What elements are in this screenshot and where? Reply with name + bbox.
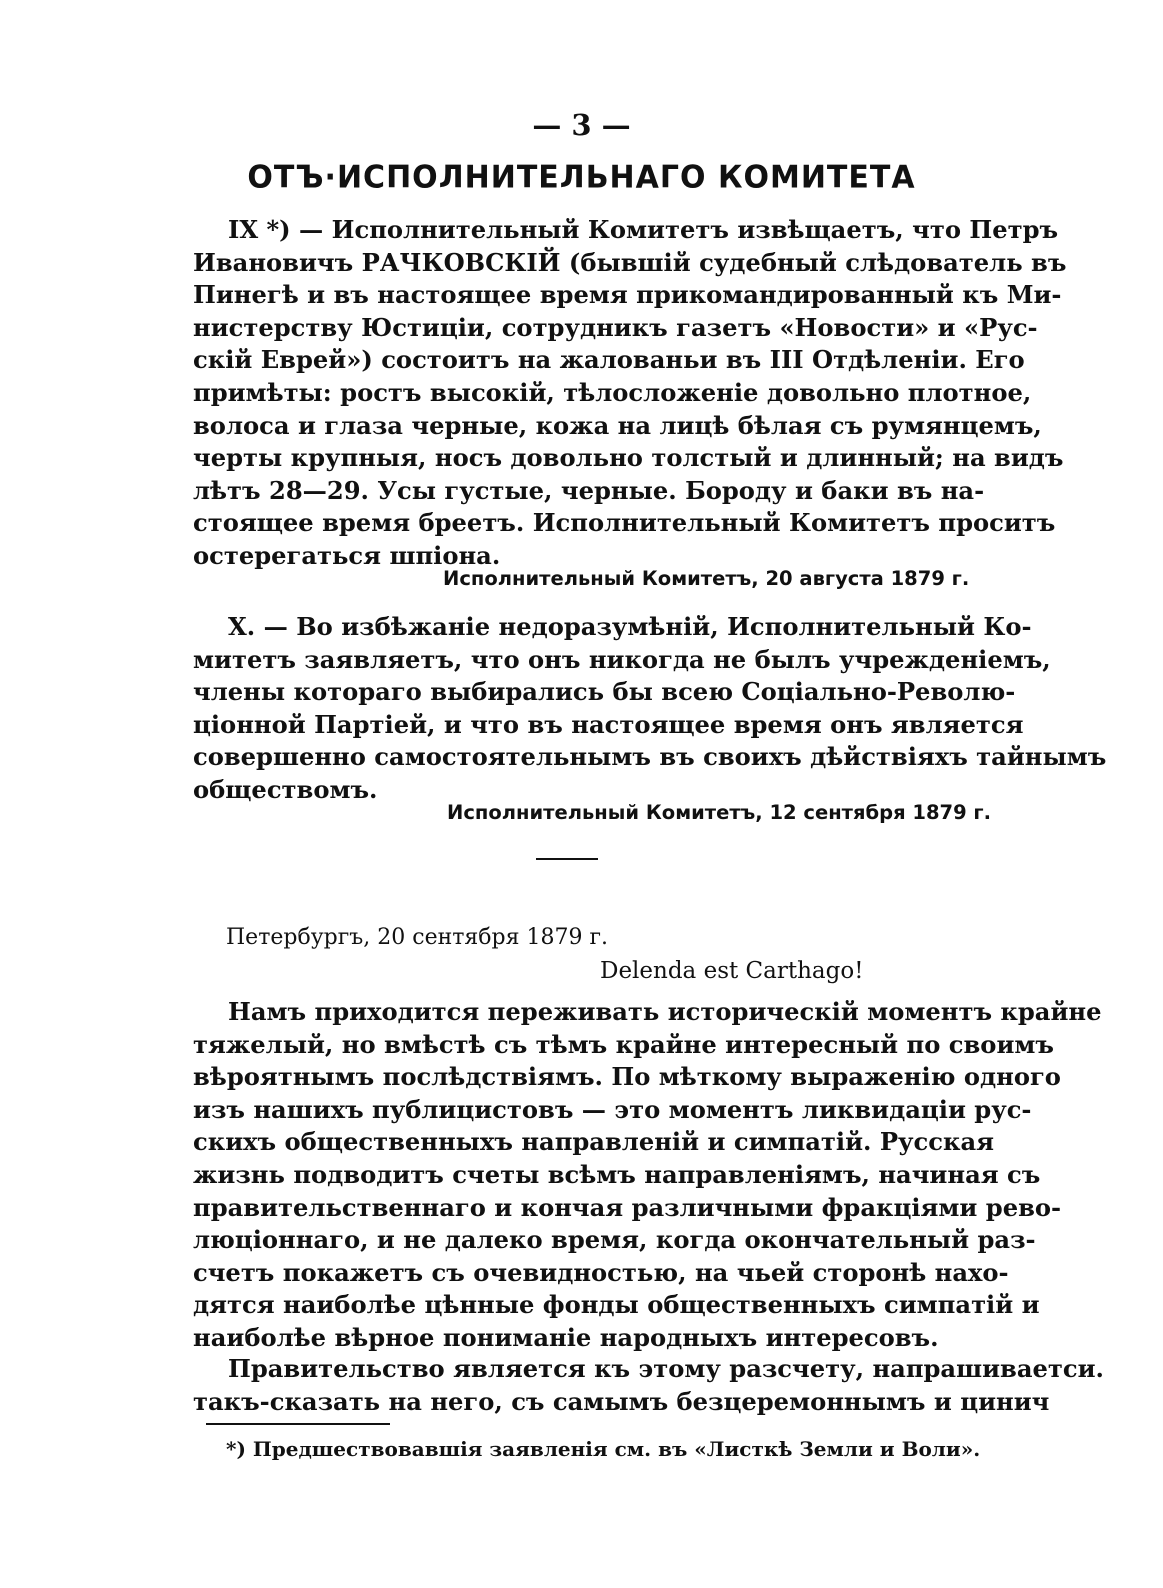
text-line: члены котораго выбирались бы всею Соціально-Револю-: [193, 677, 1016, 707]
article-paragraph-2: [193, 1353, 1104, 1418]
text-line: жизнь подводитъ счеты всѣмъ направленіямъ, начиная съ: [193, 1159, 1041, 1189]
text-line: изъ нашихъ публицистовъ — это моментъ ликвидаціи рус-: [193, 1094, 1032, 1124]
text-line: дятся наиболѣе цѣнные фонды общественныхъ симпатій и: [193, 1290, 1040, 1320]
text-line: примѣты: ростъ высокій, тѣлосложеніе довольно плотное,: [193, 377, 1032, 407]
text-line: тяжелый, но вмѣстѣ съ тѣмъ крайне интересный по своимъ: [193, 1029, 1054, 1059]
text-line: совершенно самостоятельнымъ въ своихъ дѣйствіяхъ тайнымъ: [193, 742, 1107, 772]
text-line: правительственнаго и кончая различными фракціями рево-: [193, 1192, 1062, 1222]
text-line: обществомъ.: [193, 774, 378, 804]
text-line: Намъ приходится переживать историческій моментъ крайне: [228, 997, 1102, 1026]
section-x-body: [193, 611, 1107, 807]
section-ix-body: [193, 214, 1067, 573]
text-line: IX *) — Исполнительный Комитетъ извѣщаетъ, что Петръ: [228, 215, 1059, 244]
text-line: скихъ общественныхъ направленій и симпатій. Русская: [193, 1127, 994, 1157]
text-line: митетъ заявляетъ, что онъ никогда не былъ учрежденіемъ,: [193, 644, 1051, 674]
text-line: вѣроятнымъ послѣдствіямъ. По мѣткому выраженію одного: [193, 1062, 1061, 1092]
article-epigraph: Delenda est Carthago!: [600, 958, 864, 984]
text-line: счетъ покажетъ съ очевидностью, на чьей сторонѣ нахо-: [193, 1257, 1009, 1287]
text-line: волоса и глаза черные, кожа на лицѣ бѣлая съ румянцемъ,: [193, 410, 1042, 440]
text-line: ціонной Партіей, и что въ настоящее время онъ является: [193, 709, 1024, 739]
section-ix-signature: Исполнительный Комитетъ, 20 августа 1879 г.: [443, 567, 970, 590]
article-paragraph-1: [193, 996, 1102, 1355]
text-line: черты крупныя, носъ довольно толстый и длинный; на видъ: [193, 443, 1064, 473]
page-number: — 3 —: [532, 108, 631, 142]
text-line: Ивановичъ РАЧКОВСКІЙ (бывшій судебный слѣдователь въ: [193, 247, 1067, 277]
footnote-rule: [206, 1423, 390, 1425]
text-line: остерегаться шпіона.: [193, 540, 501, 570]
text-line: нистерству Юстиціи, сотрудникъ газетъ «Новости» и «Рус-: [193, 312, 1038, 342]
section-divider: [536, 858, 598, 860]
text-line: стоящее время бреетъ. Исполнительный Комитетъ проситъ: [193, 508, 1056, 538]
text-line: Пинегѣ и въ настоящее время прикомандированный къ Ми-: [193, 280, 1062, 310]
article-dateline: Петербургъ, 20 сентября 1879 г.: [226, 925, 609, 950]
text-line: наиболѣе вѣрное пониманіе народныхъ интересовъ.: [193, 1322, 939, 1352]
page-title: ОТЪ·ИСПОЛНИТЕЛЬНАГО КОМИТЕТА: [247, 159, 916, 196]
text-line: такъ-сказать на него, съ самымъ безцеремоннымъ и цинич: [193, 1386, 1050, 1416]
footnote: *) Предшествовавшія заявленія см. въ «Листкѣ Земли и Воли».: [226, 1437, 981, 1461]
text-line: лѣтъ 28—29. Усы густые, черные. Бороду и баки въ на-: [193, 475, 985, 505]
text-line: скій Еврей») состоитъ на жалованьи въ III Отдѣленіи. Его: [193, 345, 1025, 375]
text-line: Правительство является къ этому разсчету, напрашиваетси.: [228, 1354, 1104, 1383]
section-x-signature: Исполнительный Комитетъ, 12 сентября 1879 г.: [447, 801, 992, 824]
text-line: люціоннаго, и не далеко время, когда окончательный раз-: [193, 1225, 1036, 1255]
text-line: X. — Во избѣжаніе недоразумѣній, Исполнительный Ко-: [228, 612, 1032, 641]
